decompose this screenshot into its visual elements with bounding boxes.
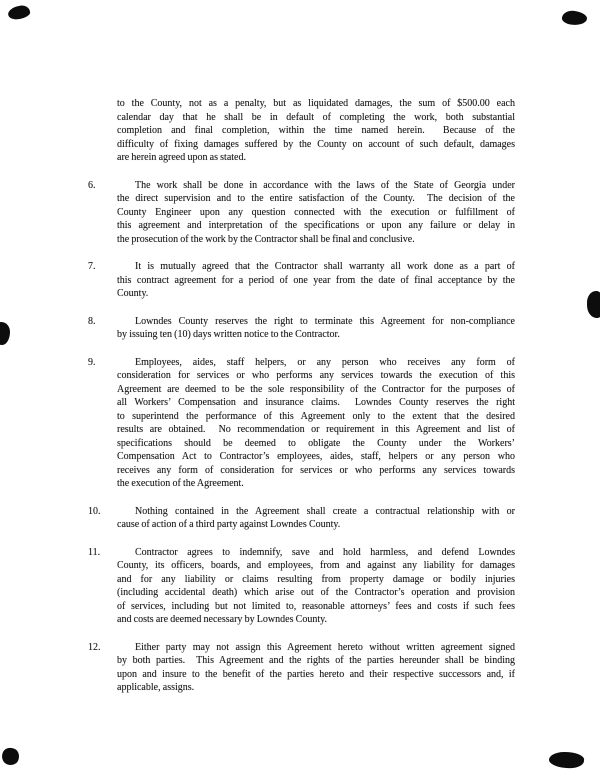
text-line: It is mutually agreed that the Contractor shall warranty all work done as a part of xyxy=(135,261,515,272)
paragraph-12 xyxy=(88,641,515,695)
text-line: are herein agreed upon as stated. xyxy=(117,152,246,163)
paragraph-number: 12. xyxy=(88,641,101,653)
text-line: by both parties. This Agreement and the rights of the parties hereunder shall be binding xyxy=(117,655,515,666)
text-line: calendar day that he shall be in default of completing the work, both substantial xyxy=(117,111,515,123)
text-line: results are obtained. No recommendation or requirement in this Agreement and list of xyxy=(117,424,515,435)
text-line: completion and final completion, within the time named herein. Because of the xyxy=(117,125,515,136)
text-line: Agreement are deemed to be the sole responsibility of the Contractor for the purposes of xyxy=(117,383,515,395)
text-line: by issuing ten (10) days written notice to the Contractor. xyxy=(117,329,340,340)
text-line: upon and insure to the benefit of the parties hereto and their respective successors and, if xyxy=(117,668,515,680)
paragraph-number: 11. xyxy=(88,546,101,558)
paragraph-number: 10. xyxy=(88,505,101,517)
text-line: The work shall be done in accordance with the laws of the State of Georgia under xyxy=(135,179,515,191)
text-line: this agreement and interpretation of the specifications or upon any failure or delay in xyxy=(117,220,515,231)
text-line: applicable, assigns. xyxy=(117,682,195,693)
paragraph-number: 6. xyxy=(88,179,96,191)
text-line: all Workers’ Compensation and insurance claims. Lowndes County reserves the right xyxy=(117,397,515,408)
scan-mark-bottom-right xyxy=(548,751,584,770)
paragraph-6 xyxy=(88,179,515,247)
scan-mark-left-middle xyxy=(0,322,10,345)
scan-mark-top-left xyxy=(7,4,31,21)
text-line: to the County, not as a penalty, but as liquidated damages, the sum of $500.00 each xyxy=(117,98,515,109)
text-line: specifications should be deemed to obligate the County under the Workers’ xyxy=(117,437,515,449)
text-line: Either party may not assign this Agreement hereto without written agreement signed xyxy=(135,641,515,653)
paragraph-continuation xyxy=(117,97,515,165)
text-line: to superintend the performance of this Agreement only to the extent that the desired xyxy=(117,410,515,422)
text-line: difficulty of fixing damages suffered by the County on account of such default, damages xyxy=(117,138,515,150)
paragraph-8 xyxy=(88,315,515,342)
text-line: receives any form of consideration for services or who performs any services towards xyxy=(117,464,515,476)
text-line: and for any liability or claims resulting from property damage or bodily injuries xyxy=(117,573,515,585)
text-line: County Engineer upon any question connected with the execution or fulfillment of xyxy=(117,206,515,218)
text-line: of services, including but not limited to, reasonable attorneys’ fees and costs if such fees xyxy=(117,600,515,612)
text-line: County. xyxy=(117,288,149,299)
text-line: consideration for services or who performs any services towards the execution of this xyxy=(117,370,515,381)
paragraph-number: 7. xyxy=(88,261,96,272)
text-line: County, its officers, boards, and employees, from and against any liability for damages xyxy=(117,560,515,571)
document-text xyxy=(88,97,515,709)
text-line: Nothing contained in the Agreement shall create a contractual relationship with or xyxy=(135,505,515,517)
text-line: the prosecution of the work by the Contractor shall be final and conclusive. xyxy=(117,233,415,245)
text-line: cause of action of a third party against Lowndes County. xyxy=(117,519,341,530)
paragraph-9 xyxy=(88,356,515,491)
text-line: this contract agreement for a period of one year from the date of final acceptance by the xyxy=(117,274,515,286)
text-line: Compensation Act to Contractor’s employees, aides, staff, helpers or any person who xyxy=(117,451,515,462)
scan-mark-right-middle xyxy=(587,291,600,318)
text-line: Lowndes County reserves the right to terminate this Agreement for non-compliance xyxy=(135,315,515,327)
text-line: and costs are deemed necessary by Lowndes County. xyxy=(117,614,327,625)
paragraph-11 xyxy=(88,546,515,627)
paragraph-number: 8. xyxy=(88,315,96,327)
text-line: Employees, aides, staff helpers, or any person who receives any form of xyxy=(135,356,515,368)
text-line: the execution of the Agreement. xyxy=(117,478,244,489)
scan-mark-top-right xyxy=(561,10,588,27)
text-line: (including accidental death) which arise out of the Contractor’s operation and provision xyxy=(117,587,515,598)
text-line: the direct supervision and to the entire satisfaction of the County. The decision of the xyxy=(117,193,515,204)
paragraph-7 xyxy=(88,260,515,301)
text-line: Contractor agrees to indemnify, save and hold harmless, and defend Lowndes xyxy=(135,546,515,558)
scan-mark-bottom-left xyxy=(0,746,21,767)
paragraph-10 xyxy=(88,505,515,532)
paragraph-number: 9. xyxy=(88,356,96,368)
